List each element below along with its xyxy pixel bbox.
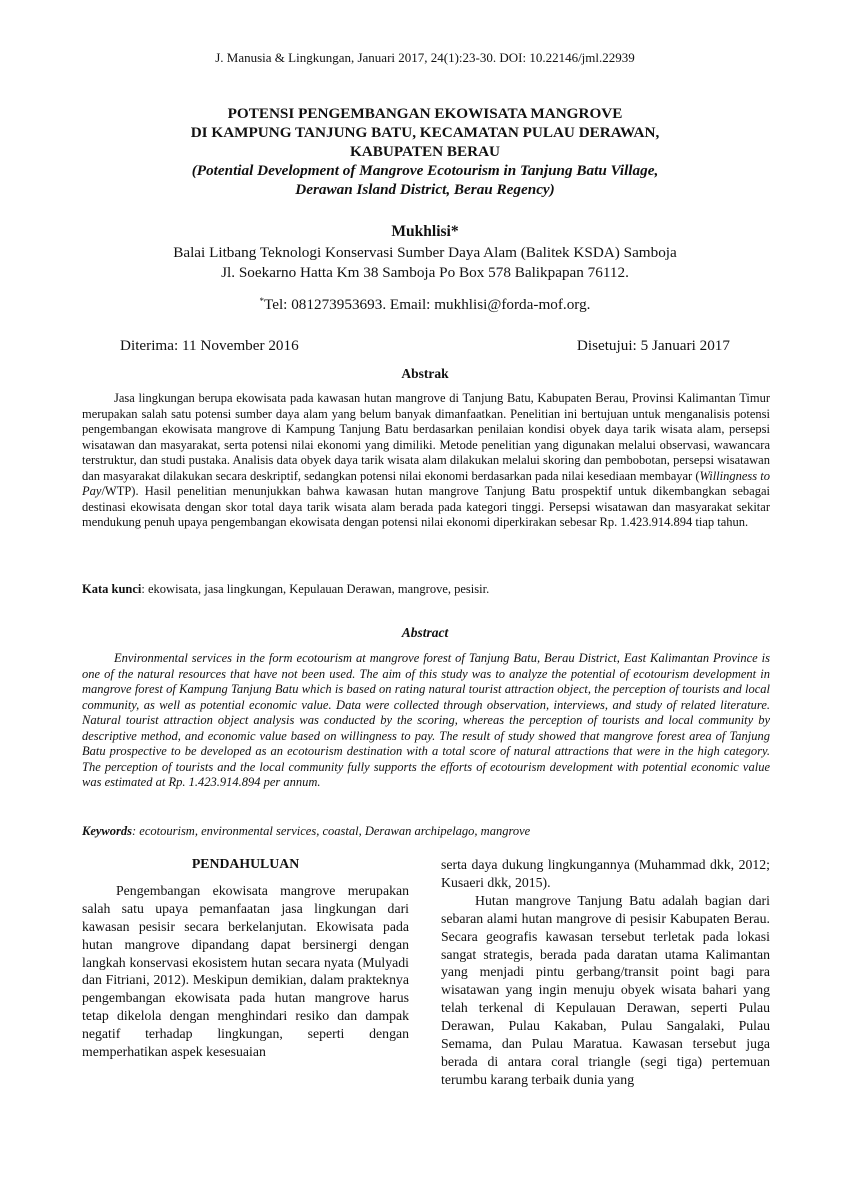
affiliation-line-1: Balai Litbang Teknologi Konservasi Sumber Daya Alam (Balitek KSDA) Samboja: [173, 244, 677, 261]
keywords-values: : ecotourism, environmental services, coastal, Derawan archipelago, mangrove: [132, 824, 531, 838]
body-paragraph: Pengembangan ekowisata mangrove merupakan salah satu upaya pemanfaatan jasa lingkungan dari kawasan pesisir secara berkelanjutan. Ekowisata pada hutan mangrove dipandang dapat bersinergi dengan langkah konservasi ekosistem hutan secara nyata (Mulyadi dan Fitriani, 2012). Meskipun demikian, dalam prakteknya pengembangan ekowisata pada hutan mangrove harus tetap dikelola dengan menghindari resiko dan dampak negatif terhadap lingkungan, seperti dengan memperhatikan aspek kesesuaian: [82, 882, 409, 1060]
author-contact: [0, 296, 850, 314]
body-paragraph: Hutan mangrove Tanjung Batu adalah bagian dari sebaran alami hutan mangrove di pesisir Kabupaten Berau. Secara geografis kawasan tersebut terletak pada lokasi sangat strategis, berada pada daratan utama Kalimantan yang menjadi pintu gerbang/transit point bagi para wisatawan yang ingin menuju obyek wisata bahari yang telah terkenal di Kepulauan Derawan, seperti Pulau Derawan, Pulau Kakaban, Pulau Sangalaki, Pulau Semama, dan Pulau Maratua. Kawasan tersebut juga berada di antara coral triangle (segi tiga) pertemuan terumbu karang terbaik dunia yang: [441, 892, 770, 1087]
date-received: Diterima: 11 November 2016: [120, 337, 299, 354]
kata-kunci-values: : ekowisata, jasa lingkungan, Kepulauan Derawan, mangrove, pesisir.: [141, 582, 490, 596]
english-title-line-2: Derawan Island District, Berau Regency): [295, 181, 555, 198]
body-paragraph-continued: serta daya dukung lingkungannya (Muhammad dkk, 2012; Kusaeri dkk, 2015).: [441, 857, 770, 890]
abstrak-text-part-1: Jasa lingkungan berupa ekowisata pada kawasan hutan mangrove di Tanjung Batu, Kabupaten Berau, Provinsi Kalimantan Timur merupakan salah satu potensi sumber daya alam yang belum banyak dimanfaatkan. Penelitian ini bertujuan untuk menganalisis potensi pengembangan ekowisata mangrove di Kampung Tanjung Batu berdasarkan penilaian kondisi obyek daya tarik wisata alam, persepsi wisatawan dan masyarakat, serta potensi nilai ekonomi yang dimiliki. Metode penelitian yang digunakan melalui observasi, wawancara terstruktur, dan studi pustaka. Analisis data obyek daya tarik wisata alam dilakukan melalui skoring dan pembobotan, persepsi wisatawan dan masyarakat dilakukan secara deskriptif, sedangkan potensi nilai ekonomi berdasarkan pada nilai kesediaan membayar (: [82, 391, 770, 483]
abstrak-heading: Abstrak: [401, 366, 449, 381]
abstract-heading: Abstract: [401, 625, 449, 640]
title-line-3: KABUPATEN BERAU: [349, 143, 501, 160]
author-name: Mukhlisi*: [391, 223, 459, 240]
journal-citation-header: J. Manusia & Lingkungan, Januari 2017, 24(1):23-30. DOI: 10.22146/jml.22939: [215, 50, 635, 65]
paper-title: [60, 104, 790, 199]
english-title-line-1: (Potential Development of Mangrove Ecotourism in Tanjung Batu Village,: [191, 162, 659, 179]
keywords: [82, 824, 770, 840]
section-heading-pendahuluan: PENDAHULUAN: [191, 856, 300, 871]
author-affiliation: [60, 243, 790, 283]
kata-kunci: [82, 582, 770, 598]
abstract-text: Environmental services in the form ecotourism at mangrove forest of Tanjung Batu, Berau District, East Kalimantan Province is one of the natural resources that have not been used. The aim of this study was to analyze the potential of ecotourism development in mangrove forest of Kampung Tanjung Batu which is based on rating natural tourist attraction object, the perception of tourists and local community, as well as potential economic value. Data were collected through observation, interviews, and study of related literature. Natural tourist attraction object analysis was conducted by the scoring, whereas the perception of tourists and local community by descriptive method, and economic value based on willingness to pay. The result of study showed that mangrove forest area of Tanjung Batu prospective to be developed as an ecotourism destination with a total score of natural attractions that were in the high category. The perception of tourists and the local community fully supports the efforts of ecotourism development with potential economic value was estimated at Rp. 1.423.914.894 per annum.: [82, 651, 770, 789]
kata-kunci-label: Kata kunci: [82, 582, 142, 596]
date-approved: Disetujui: 5 Januari 2017: [576, 337, 730, 354]
affiliation-line-2: Jl. Soekarno Hatta Km 38 Samboja Po Box 578 Balikpapan 76112.: [221, 264, 629, 281]
abstrak-text: [82, 391, 770, 531]
manuscript-dates: [120, 337, 730, 355]
abstrak-text-part-2: /WTP). Hasil penelitian menunjukkan bahwa kawasan hutan mangrove Tanjung Batu prospektif untuk dikembangkan sebagai destinasi ekowisata dengan skor total daya tarik wisata alam berada pada kategori tinggi. Persepsi wisatawan dan masyarakat sekitar mendukung penuh upaya pengembangan ekowisata dengan potensi nilai ekonomi diperkirakan sebesar Rp. 1.423.914.894 tiap tahun.: [82, 484, 770, 529]
right-column: [441, 856, 770, 1089]
left-column: [82, 855, 409, 1061]
abstrak-text-emphasis: Willingness to Pay: [82, 468, 770, 498]
title-line-2: DI KAMPUNG TANJUNG BATU, KECAMATAN PULAU DERAWAN,: [190, 124, 660, 141]
title-line-1: POTENSI PENGEMBANGAN EKOWISATA MANGROVE: [227, 105, 623, 122]
contact-text: Tel: 081273953693. Email: mukhlisi@forda-mof.org.: [264, 296, 591, 313]
keywords-label: Keywords: [82, 824, 132, 838]
contact-marker: *: [259, 296, 264, 306]
